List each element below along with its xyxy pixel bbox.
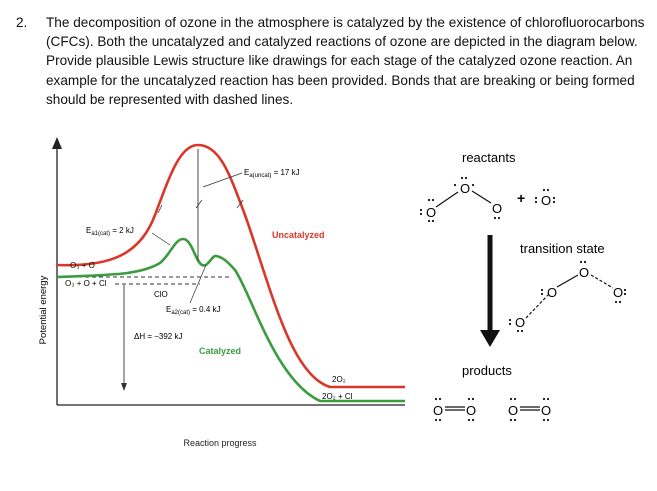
ea1-cat-label: $E_{a1(cat)} = 2$ kJ: [86, 226, 134, 237]
reactant-bond-left: [436, 192, 458, 207]
ea2-cat-label: $E_{a2(cat)} = 0.4$ kJ: [166, 305, 221, 316]
reactant-o-right: O: [492, 201, 503, 216]
transition-label: transition state: [520, 241, 605, 256]
reactant-o-center: O: [460, 181, 471, 196]
ts-bond-left: [557, 275, 578, 287]
ts-bond-forming: [526, 295, 548, 318]
product1-o-right: O: [466, 403, 477, 418]
product2-o-right: O: [541, 403, 552, 418]
product2-o-left: O: [508, 403, 519, 418]
catalyzed-curve: [57, 239, 405, 401]
o3-o-cl-label: O₃ + O + Cl: [65, 279, 107, 288]
tick-b: [196, 200, 202, 208]
catalyzed-label: Catalyzed: [199, 346, 242, 356]
reactant-plus: +: [517, 190, 526, 206]
ts-bond-right: [591, 275, 613, 288]
2o2-label: 2O₂: [332, 375, 346, 384]
ts-o-right: O: [613, 285, 624, 300]
ts-o-left: O: [547, 285, 558, 300]
2o2-cl-label: 2O₂ + Cl: [322, 392, 353, 401]
reactant-o-left: O: [426, 205, 437, 220]
reactant-bond-right: [472, 191, 491, 203]
ts-o-bottom: O: [515, 315, 526, 330]
x-axis-label: Reaction progress: [183, 438, 257, 448]
question: [16, 13, 646, 109]
clo-label: ClO: [154, 290, 168, 299]
reactant-o-atom: O: [541, 193, 552, 208]
ts-o-center: O: [579, 265, 590, 280]
ts-lone-pairs: [509, 261, 626, 332]
reaction-arrow-head: [480, 330, 500, 347]
y-axis-label: Potential energy: [38, 275, 49, 345]
question-number: 2.: [16, 15, 28, 30]
question-text: The decomposition of ozone in the atmosphere is catalyzed by the existence of chlorofluorocarbons (CFCs). Both the uncatalyzed and catalyzed reactions of ozone are depicted in the diagram below. Provide plausible Lewis structure like drawings for each stage of the catalyzed ozone reaction. An example for the uncatalyzed reaction has been provided. Bonds that are breaking or being formed should be represented with dashed lines.: [46, 15, 645, 107]
delta-h-arrow: [121, 383, 127, 391]
ea-uncat-label: $E_{a(uncat)} = 17$ kJ: [244, 168, 300, 179]
products-label: products: [462, 363, 512, 378]
uncatalyzed-label: Uncatalyzed: [272, 230, 325, 240]
ea1-pointer: [152, 233, 170, 245]
reactants-label: reactants: [462, 150, 516, 165]
o3-o-label: O₃ + O: [70, 261, 95, 270]
lewis-structures: [420, 145, 650, 435]
ea-uncat-pointer: [203, 173, 242, 187]
y-axis-arrow: [52, 137, 62, 149]
energy-diagram: [30, 135, 430, 465]
delta-h-label: ΔH = −392 kJ: [134, 332, 183, 341]
product1-o-left: O: [433, 403, 444, 418]
